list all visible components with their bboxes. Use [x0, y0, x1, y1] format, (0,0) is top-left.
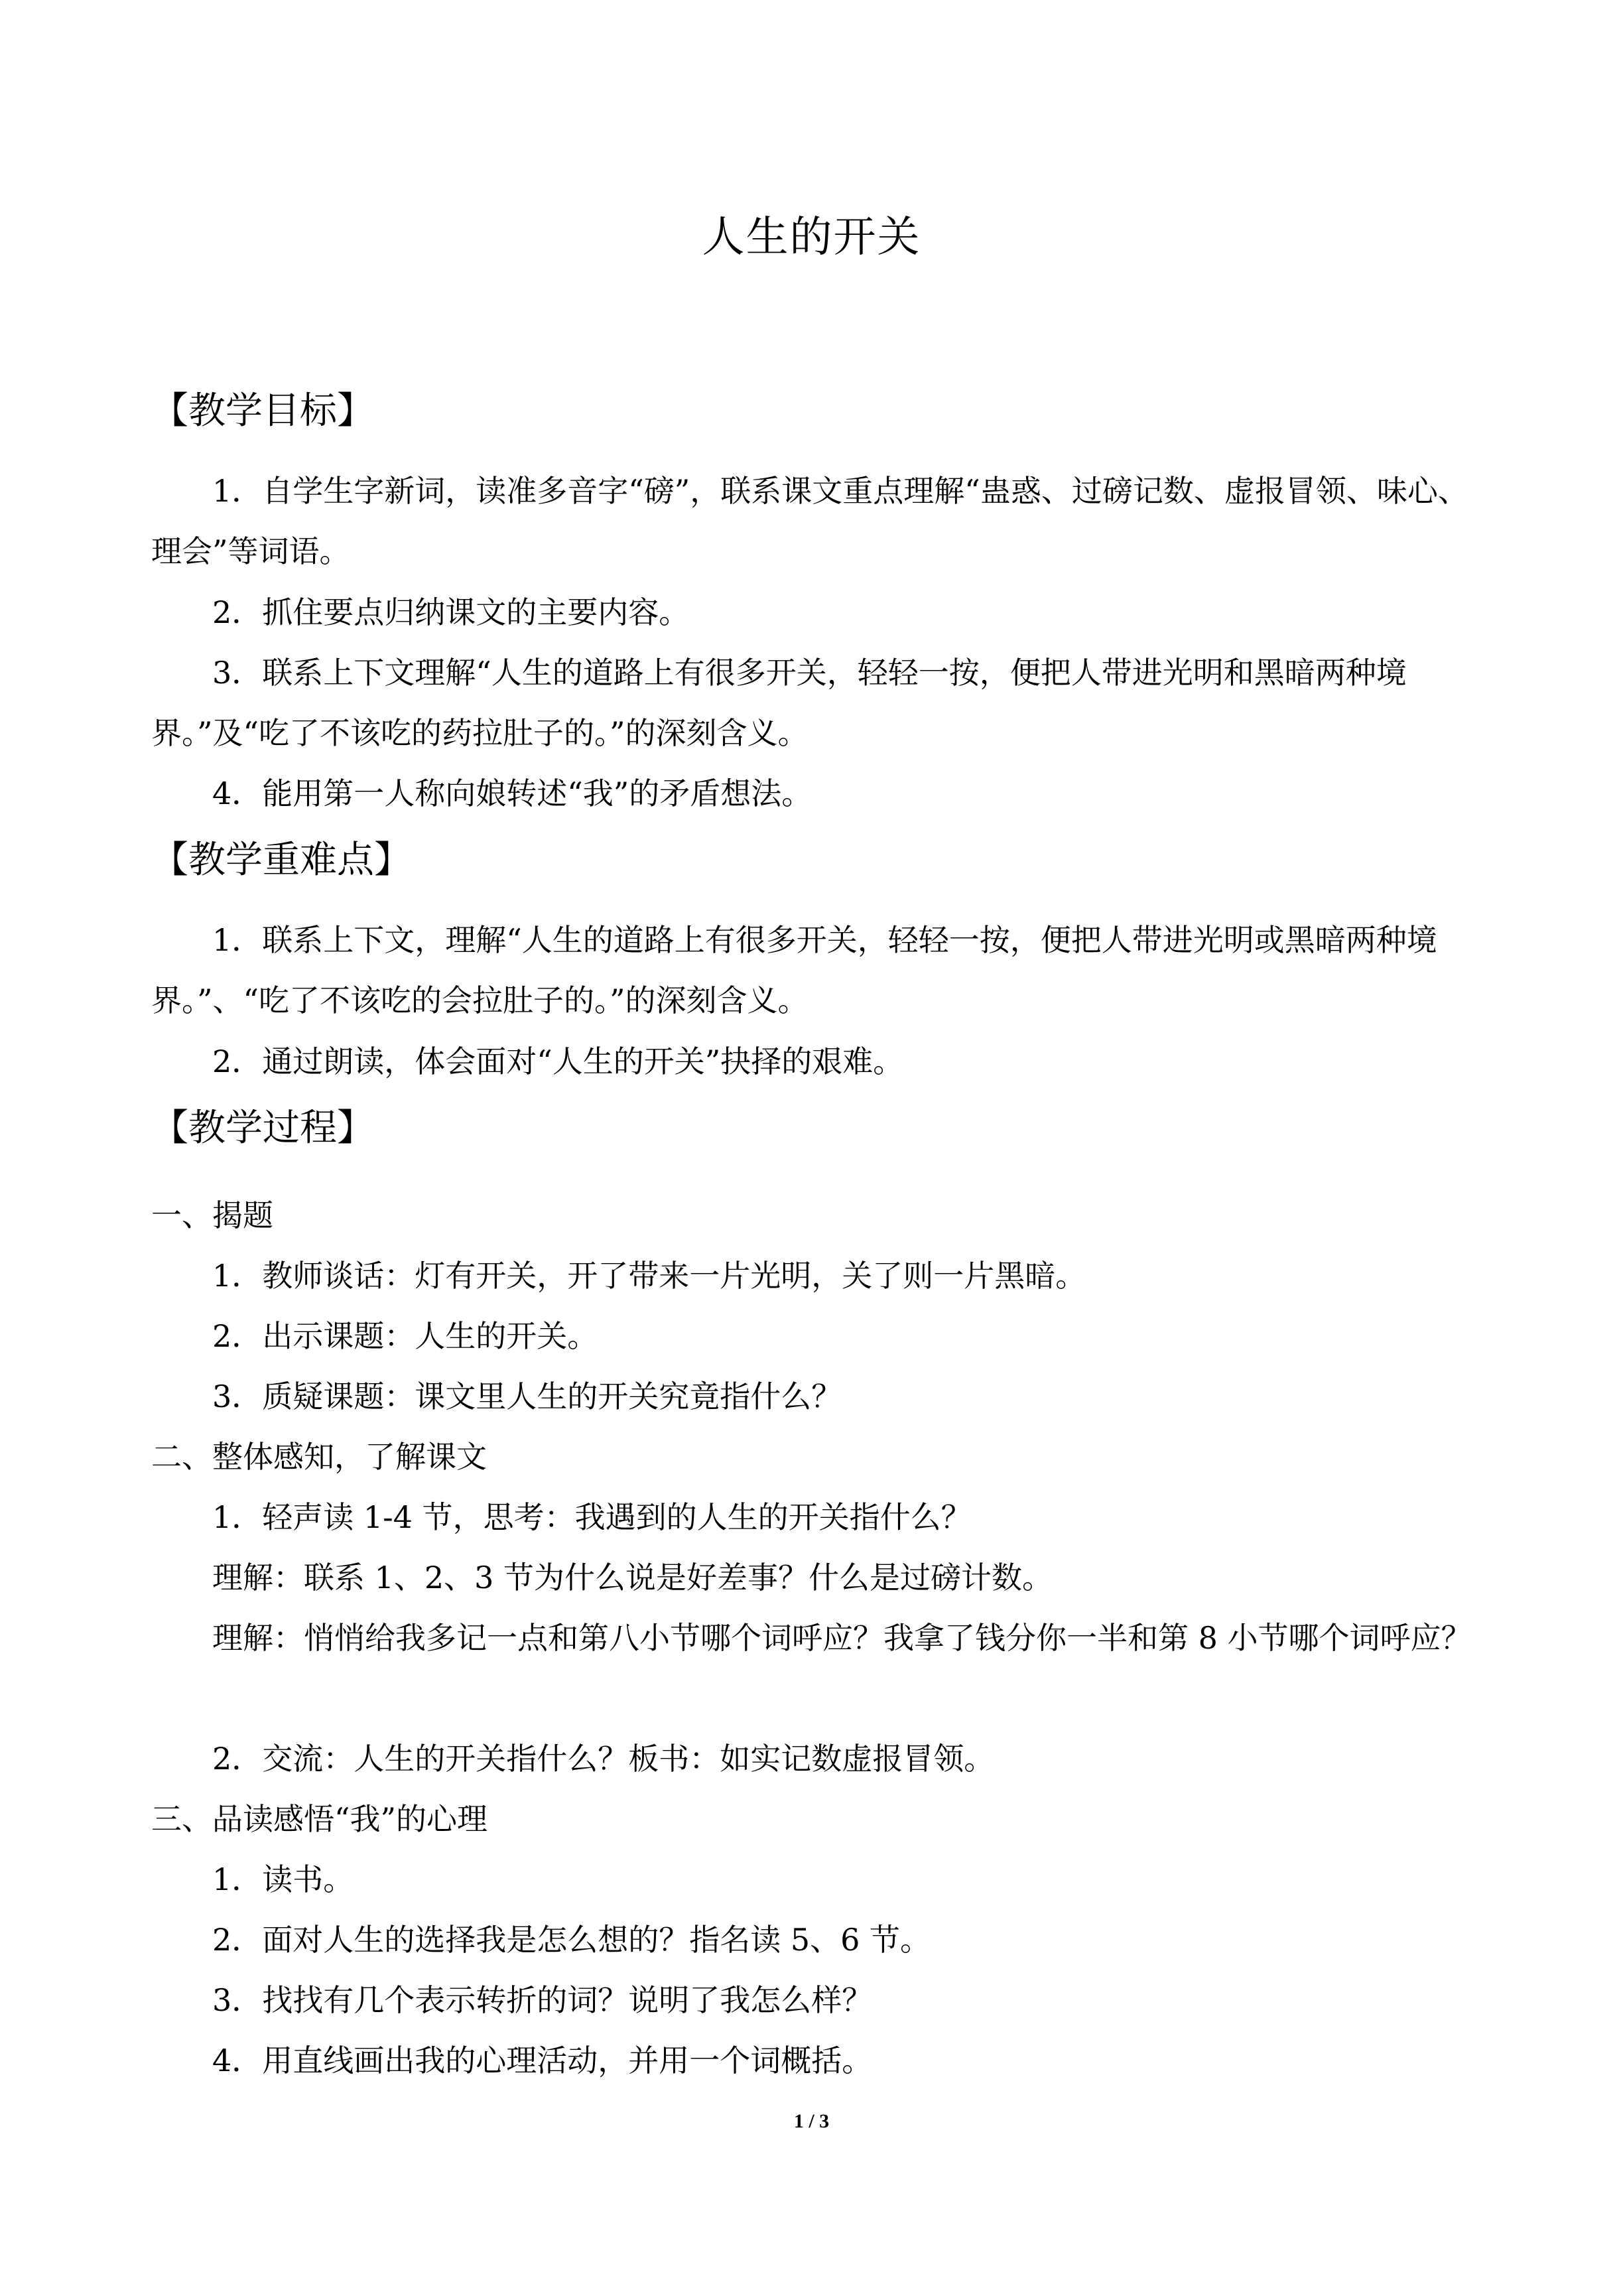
process-part-3-item-3: 3．找找有几个表示转折的词？说明了我怎么样？ [212, 1982, 873, 2018]
objective-item-1: 1．自学生字新词，读准多音字“磅”，联系课文重点理解“蛊惑、过磅记数、虚报冒领、味心、理会”等词语。 [151, 473, 1468, 569]
process-part-1-title: 一、揭题 [151, 1197, 273, 1233]
objective-item-4: 4．能用第一人称向娘转述“我”的矛盾想法。 [212, 776, 812, 811]
process-part-1-item-3: 3．质疑课题：课文里人生的开关究竟指什么？ [212, 1379, 842, 1414]
key-point-item-1: 1．联系上下文，理解“人生的道路上有很多开关，轻轻一按，便把人带进光明或黑暗两种境界。”、“吃了不该吃的会拉肚子的。”的深刻含义。 [151, 922, 1437, 1018]
process-part-2-item-1: 1．轻声读 1-4 节，思考：我遇到的人生的开关指什么？ [212, 1499, 972, 1535]
process-part-3-title: 三、品读感悟“我”的心理 [151, 1801, 488, 1837]
objective-item-2: 2．抓住要点归纳课文的主要内容。 [212, 594, 690, 630]
process-part-2-item-2: 理解：联系 1、2、3 节为什么说是好差事？什么是过磅计数。 [212, 1560, 1053, 1595]
section-heading-objectives: 【教学目标】 [151, 389, 374, 433]
document-title: 人生的开关 [702, 213, 921, 262]
process-part-2-title: 二、整体感知，了解课文 [151, 1439, 487, 1475]
page-number: 1 / 3 [793, 2110, 830, 2132]
process-part-2-item-3: 理解：悄悄给我多记一点和第八小节哪个词呼应？我拿了钱分你一半和第 8 小节哪个词呼应？ [212, 1620, 1472, 1656]
process-part-3-item-1: 1．读书。 [212, 1861, 354, 1897]
process-part-3-item-4: 4．用直线画出我的心理活动，并用一个词概括。 [212, 2043, 873, 2078]
section-heading-key-points: 【教学重难点】 [151, 839, 411, 882]
process-part-1-item-2: 2．出示课题：人生的开关。 [212, 1318, 598, 1354]
process-part-1-item-1: 1．教师谈话：灯有开关，开了带来一片光明，关了则一片黑暗。 [212, 1258, 1086, 1294]
objective-item-3: 3．联系上下文理解“人生的道路上有很多开关，轻轻一按，便把人带进光明和黑暗两种境界。”及“吃了不该吃的药拉肚子的。”的深刻含义。 [151, 655, 1407, 751]
key-point-item-2: 2．通过朗读，体会面对“人生的开关”抉择的艰难。 [212, 1044, 904, 1079]
process-part-2-item-4: 2．交流：人生的开关指什么？板书：如实记数虚报冒领。 [212, 1741, 995, 1777]
section-heading-process: 【教学过程】 [151, 1107, 374, 1150]
process-part-3-item-2: 2．面对人生的选择我是怎么想的？指名读 5、6 节。 [212, 1922, 931, 1958]
